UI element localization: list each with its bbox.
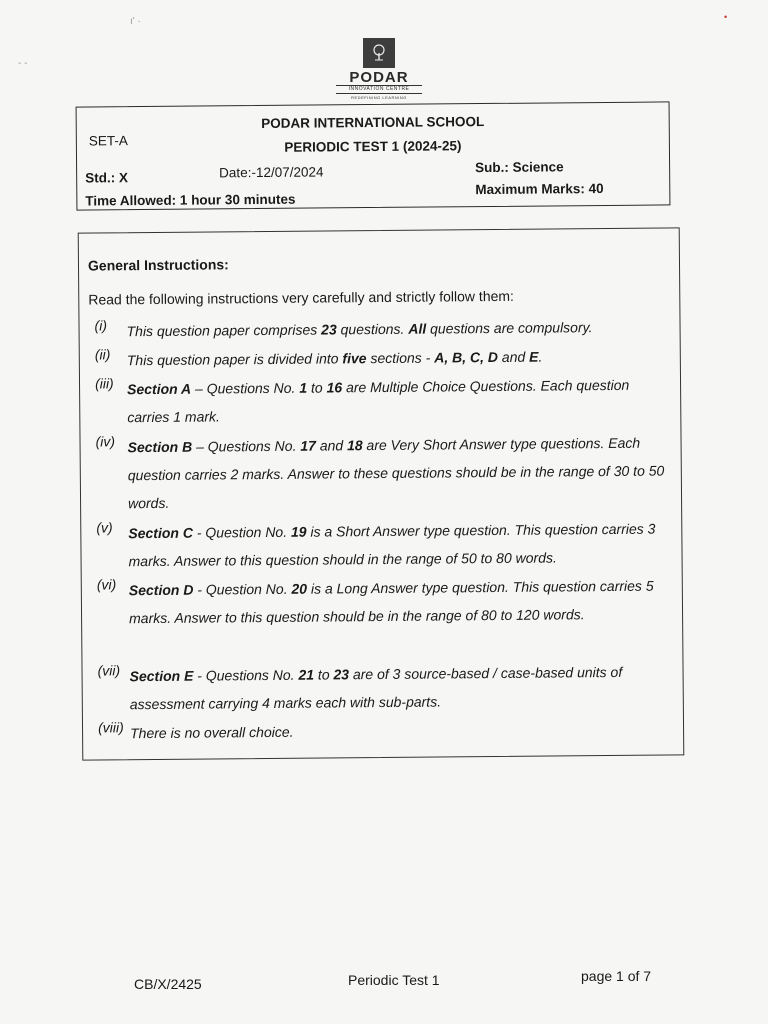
instruction-item: (v) Section C - Question No. 19 is a Short Answer type question. This question carries 3 marks. Answer to this question should in the range of 50 to 80 words.	[96, 519, 656, 570]
exam-header-box	[76, 101, 671, 210]
time-allowed: Time Allowed: 1 hour 30 minutes	[85, 191, 296, 209]
logo-tagline: REDEFINING LEARNING	[351, 95, 407, 100]
instructions-title: General Instructions:	[87, 256, 229, 274]
logo-name: PODAR	[349, 69, 409, 86]
instruction-item: (vi) Section D - Question No. 20 is a Long Answer type question. This question carries 5 marks. Answer to this question should be in the range of 80 to 120 words.	[96, 576, 654, 627]
instruction-item: (iii) Section A – Questions No. 1 to 16 are Multiple Choice Questions. Each question carries 1 mark.	[94, 375, 630, 426]
instructions-intro: Read the following instructions very carefully and strictly follow them:	[88, 287, 514, 308]
scan-mark: ı' ·	[130, 16, 141, 27]
tree-icon	[363, 38, 395, 68]
instruction-item: (vii) Section E - Questions No. 21 to 23 are of 3 source-based / case-based units of assessment carrying 4 marks each with sub-parts.	[97, 662, 623, 713]
logo-subtitle: INNOVATION CENTRE	[336, 85, 422, 94]
school-logo	[336, 38, 422, 100]
scan-mark: •	[724, 12, 728, 22]
general-instructions-box	[78, 227, 685, 760]
test-name: PERIODIC TEST 1 (2024-25)	[284, 138, 462, 155]
footer-title: Periodic Test 1	[348, 972, 440, 988]
page-number: page 1 of 7	[581, 968, 652, 984]
instruction-item: (iv) Section B – Questions No. 17 and 18 are Very Short Answer type questions. Each question carries 2 marks. Answer to these questions should be in the range of 30 to 50 words.	[95, 433, 665, 512]
instruction-item: (viii) There is no overall choice.	[97, 719, 294, 742]
paper-code: CB/X/2425	[134, 976, 202, 992]
exam-date: Date:-12/07/2024	[219, 164, 324, 181]
subject-label: Sub.: Science	[475, 159, 564, 176]
maximum-marks: Maximum Marks: 40	[475, 180, 604, 198]
set-label: SET-A	[88, 133, 128, 149]
std-label: Std.: X	[85, 170, 128, 186]
school-name: PODAR INTERNATIONAL SCHOOL	[261, 114, 485, 131]
scan-mark: - -	[18, 58, 28, 69]
instruction-item: (i) This question paper comprises 23 questions. All questions are compulsory.	[94, 317, 593, 340]
instruction-item: (ii) This question paper is divided into five sections - A, B, C, D and E.	[94, 346, 543, 369]
